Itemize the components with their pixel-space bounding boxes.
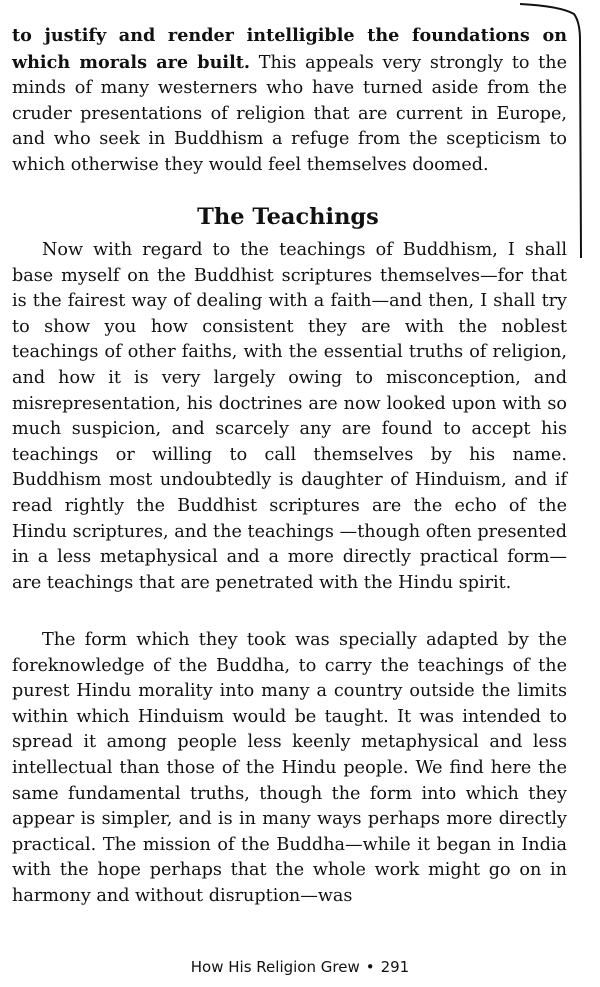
paragraph-teachings: Now with regard to the teachings of Buddhism, I shall base myself on the Buddhist scriptures themselves—for that is the fairest way of dealing with a faith—and then, I shall try to show you how consistent they are with the noblest teachings of other faiths, with the essential truths of religion, and how it is very largely owing to misconception, and misrepresentation, his doctrines are now looked upon with so much suspicion, and scarcely any are found to accept his teachings or willing to call themselves by his name. Buddhism most undoubtedly is daughter of Hinduism, and if read rightly the Buddhist scriptures are the echo of the Hindu scriptures, and the teachings —though often presented in a less metaphysical and a more directly practical form—are teachings that are penetrated with the Hindu spirit. bbox=[12, 240, 567, 593]
section-heading: The Teachings bbox=[197, 204, 379, 230]
page-footer bbox=[0, 957, 600, 977]
footer-separator: • bbox=[365, 958, 375, 976]
paragraph-intro bbox=[12, 23, 567, 179]
intro-text: This appeals very strongly to the minds of many westerners who have turned aside from the cruder presentations of religion that are current in Europe, and who seek in Buddhism a refuge from the scepticism to which otherwise they would feel themselves doomed. bbox=[12, 52, 567, 175]
paragraph-form: The form which they took was specially adapted by the foreknowledge of the Buddha, to carry the teachings of the purest Hindu morality into many a country outside the limits within which Hinduism would be taught. It was intended to spread it among people less keenly metaphysical and less intellectual than those of the Hindu people. We find here the same fundamental truths, though the form into which they appear is simpler, and is in many ways perhaps more directly practical. The mission of the Buddha—while it began in India with the hope perhaps that the whole work might go on in harmony and without disruption—was bbox=[12, 630, 567, 906]
bold-lead-phrase: to justify and render intelligible the foundations on which morals are built. bbox=[12, 25, 567, 73]
page-number: 291 bbox=[380, 958, 410, 976]
running-title: How His Religion Grew bbox=[190, 958, 360, 976]
